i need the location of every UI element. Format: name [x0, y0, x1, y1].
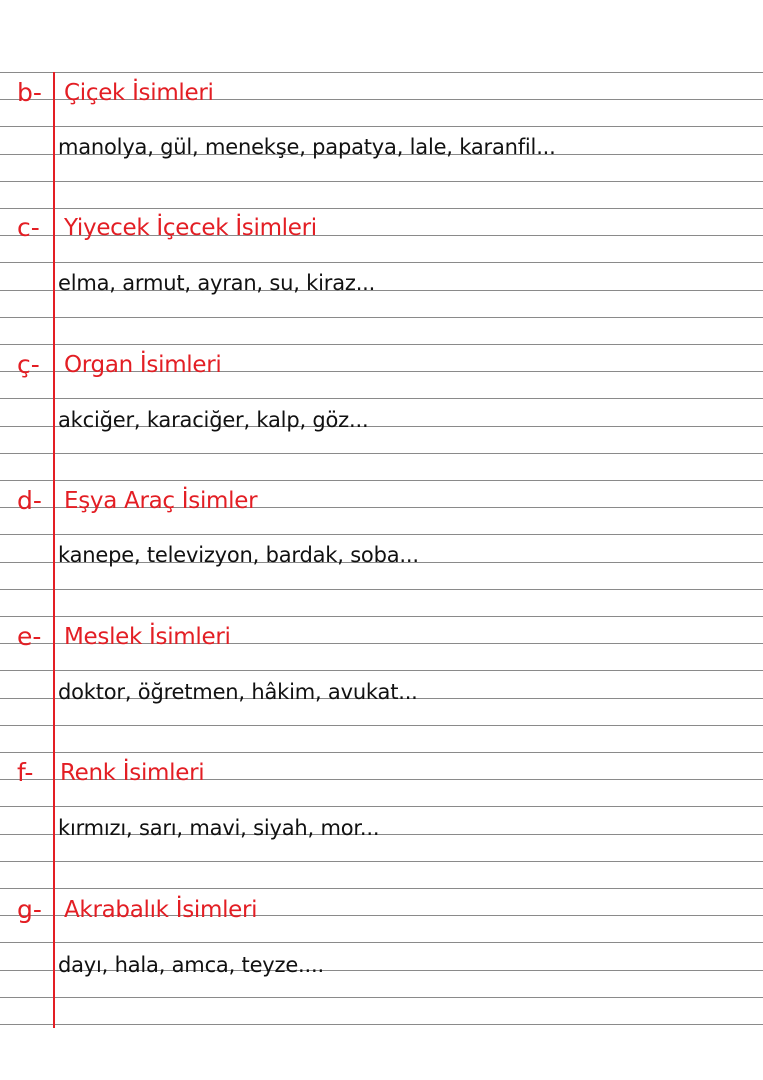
- section-title-food-drink: Yiyecek İçecek İsimleri: [64, 215, 317, 241]
- section-letter-c: c-: [17, 213, 40, 242]
- ruled-line: [0, 72, 763, 73]
- ruled-line: [0, 534, 763, 535]
- section-title-colors: Renk İsimleri: [60, 760, 205, 786]
- ruled-line: [0, 1024, 763, 1025]
- ruled-line: [0, 480, 763, 481]
- section-title-relatives: Akrabalık İsimleri: [64, 897, 258, 923]
- section-examples-flowers: manolya, gül, menekşe, papatya, lale, karanfil...: [58, 135, 556, 159]
- section-letter-d: d-: [17, 486, 42, 515]
- ruled-line: [0, 344, 763, 345]
- section-title-flowers: Çiçek İsimleri: [64, 80, 214, 106]
- section-letter-c-cedilla: ç-: [17, 350, 40, 379]
- ruled-line: [0, 398, 763, 399]
- section-title-professions: Meslek İsimleri: [64, 624, 231, 650]
- section-examples-relatives: dayı, hala, amca, teyze....: [58, 953, 324, 977]
- ruled-line: [0, 806, 763, 807]
- ruled-line: [0, 752, 763, 753]
- ruled-line: [0, 888, 763, 889]
- section-examples-objects: kanepe, televizyon, bardak, soba...: [58, 543, 419, 567]
- ruled-line: [0, 725, 763, 726]
- ruled-line: [0, 208, 763, 209]
- ruled-line: [0, 181, 763, 182]
- ruled-line: [0, 262, 763, 263]
- ruled-line: [0, 942, 763, 943]
- section-letter-e: e-: [17, 622, 42, 651]
- red-margin-line: [53, 72, 55, 1028]
- section-letter-b: b-: [17, 78, 42, 107]
- section-examples-food-drink: elma, armut, ayran, su, kiraz...: [58, 271, 376, 295]
- ruled-line: [0, 453, 763, 454]
- ruled-line: [0, 997, 763, 998]
- section-examples-organs: akciğer, karaciğer, kalp, göz...: [58, 408, 369, 432]
- section-title-objects: Eşya Araç İsimler: [64, 488, 258, 514]
- section-letter-g: g-: [17, 895, 42, 924]
- ruled-line: [0, 670, 763, 671]
- section-examples-colors: kırmızı, sarı, mavi, siyah, mor...: [58, 816, 380, 840]
- ruled-line: [0, 126, 763, 127]
- section-title-organs: Organ İsimleri: [64, 352, 222, 378]
- ruled-line: [0, 317, 763, 318]
- ruled-line: [0, 861, 763, 862]
- section-letter-f: f-: [17, 758, 34, 787]
- ruled-line: [0, 616, 763, 617]
- section-examples-professions: doktor, öğretmen, hâkim, avukat...: [58, 680, 418, 704]
- ruled-line: [0, 589, 763, 590]
